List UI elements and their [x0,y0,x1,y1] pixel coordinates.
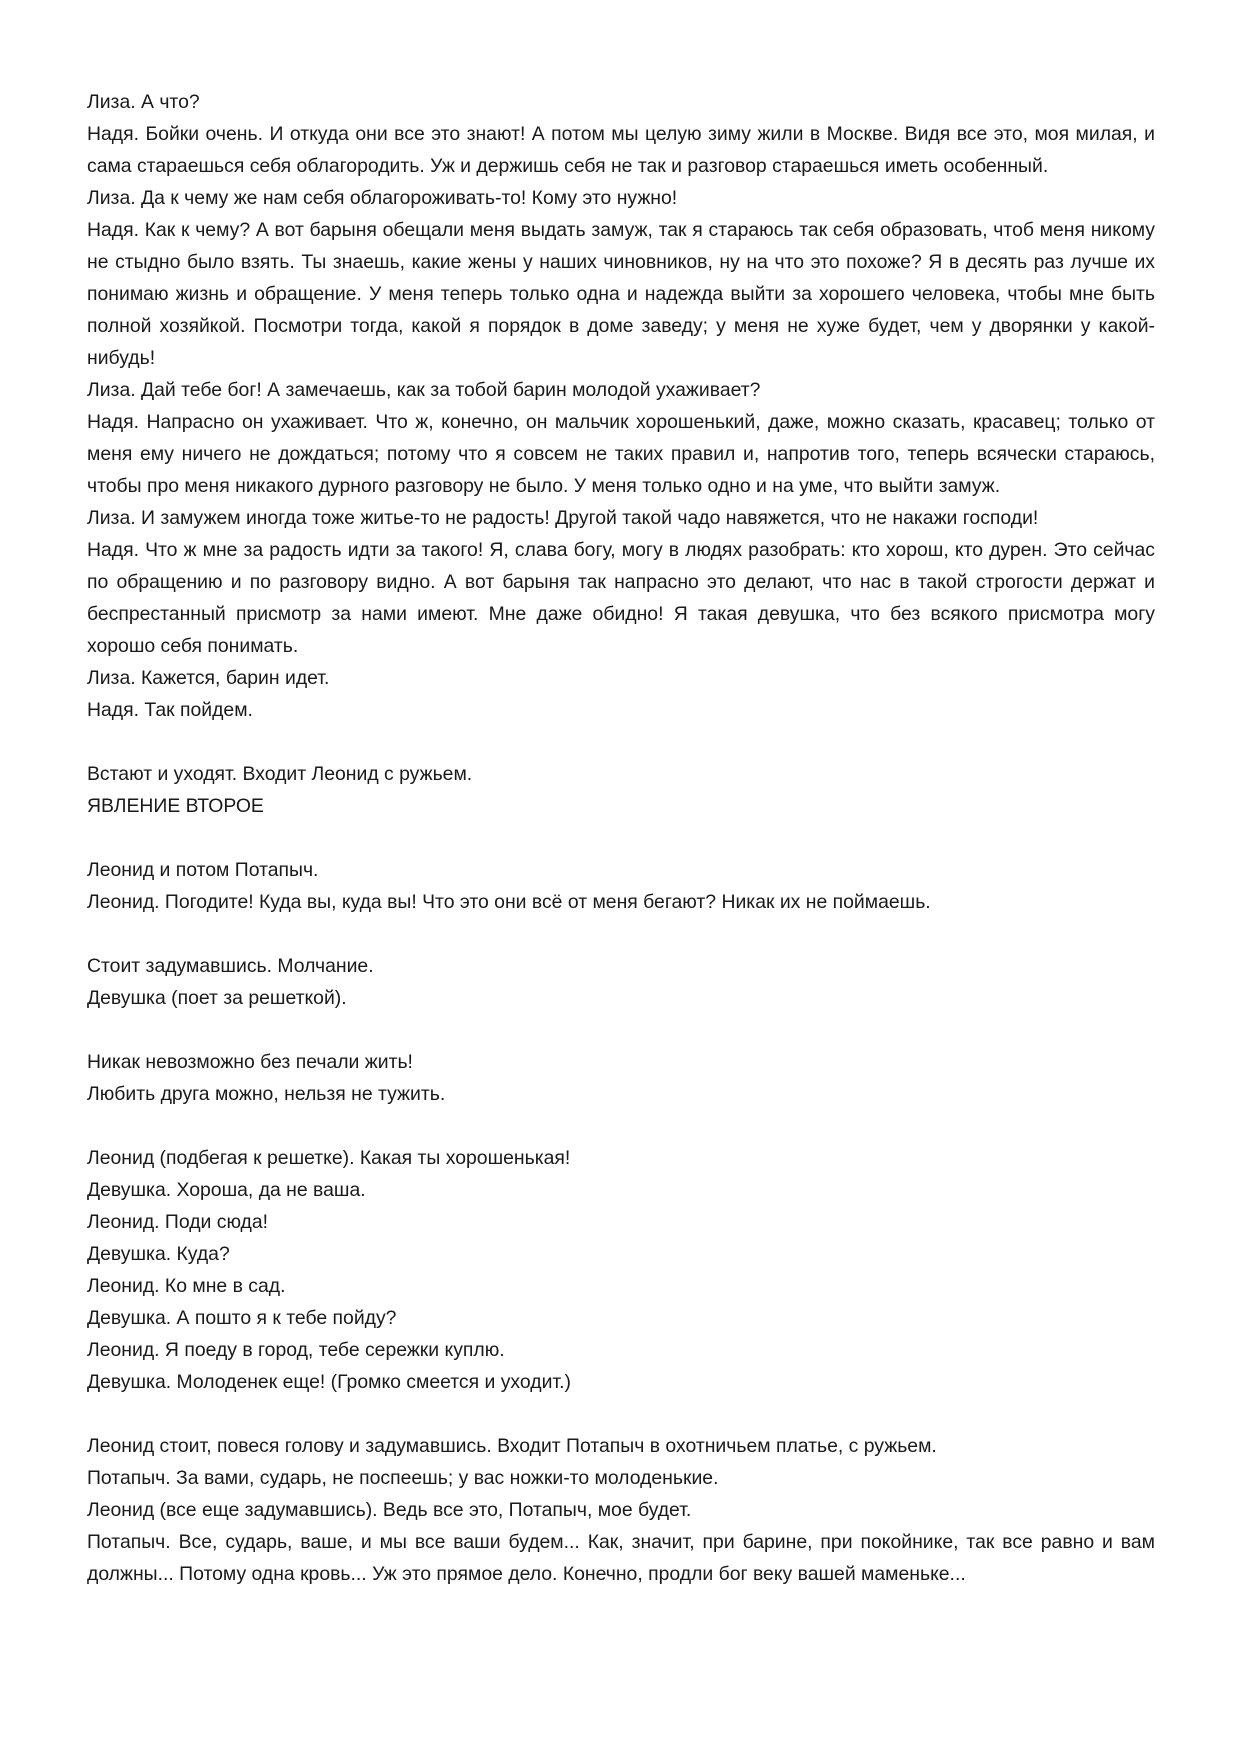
paragraph-7: Лиза. И замужем иногда тоже житье-то не радость! Другой такой чадо навяжется, что не накажи господи! [87,507,1039,529]
paragraph-3: Лиза. Да к чему же нам себя облагороживать-то! Кому это нужно! [87,187,678,209]
paragraph-8: Надя. Что ж мне за радость идти за такого! Я, слава богу, могу в людях разобрать: кто хорош, кто дурен. Это сейчас по обращению и по разговору видно. А вот барыня так напрасно это делают, что нас в такой строгости держат и беспрестанный присмотр за нами имеют. Мне даже обидно! Я такая девушка, что без всякого присмотра могу хорошо себя понимать. [87,539,1155,657]
paragraph-36: Потапыч. Все, сударь, ваше, и мы все ваши будем... Как, значит, при барине, при покойнике, так все равно и вам должны... Потому одна кровь... Уж это прямое дело. Конечно, продли бог веку вашей маменьке... [87,1531,1155,1585]
paragraph-30: Леонид. Я поеду в город, тебе сережки куплю. [87,1339,505,1361]
scene-heading: ЯВЛЕНИЕ ВТОРОЕ [87,795,264,817]
paragraph-6: Надя. Напрасно он ухаживает. Что ж, конечно, он мальчик хорошенький, даже, можно сказать, красавец; только от меня ему ничего не дождаться; потому что я совсем не таких правил и, напротив того, теперь всячески стараюсь, чтобы про меня никакого дурного разговору не было. У меня только одно и на уме, что выйти замуж. [87,411,1155,497]
paragraph-2: Надя. Бойки очень. И откуда они все это знают! А потом мы целую зиму жили в Москве. Видя все это, моя милая, и сама стараешься себя облагородить. Уж и держишь себя не так и разговор стараешься иметь особенный. [87,123,1155,177]
paragraph-9: Лиза. Кажется, барин идет. [87,667,330,689]
paragraph-16: Леонид. Погодите! Куда вы, куда вы! Что это они всё от меня бегают? Никак их не поймаешь. [87,891,931,913]
paragraph-10: Надя. Так пойдем. [87,699,253,721]
paragraph-5: Лиза. Дай тебе бог! А замечаешь, как за тобой барин молодой ухаживает? [87,379,761,401]
stage-direction: Встают и уходят. Входит Леонид с ружьем. [87,763,473,785]
paragraph-27: Девушка. Куда? [87,1243,230,1265]
blank-line [87,1398,1155,1430]
paragraph-35: Леонид (все еще задумавшись). Ведь все это, Потапыч, мое будет. [87,1499,692,1521]
blank-line [87,822,1155,854]
stage-direction: Стоит задумавшись. Молчание. [87,955,374,977]
stage-direction: Леонид и потом Потапыч. [87,859,319,881]
paragraph-25: Девушка. Хороша, да не ваша. [87,1179,366,1201]
song-line-2: Любить друга можно, нельзя не тужить. [87,1083,446,1105]
stage-direction: Леонид стоит, повеся голову и задумавшись. Входит Потапыч в охотничьем платье, с ружьем. [87,1435,937,1457]
paragraph-19: Девушка (поет за решеткой). [87,987,347,1009]
paragraph-34: Потапыч. За вами, сударь, не поспеешь; у вас ножки-то молоденькие. [87,1467,719,1489]
paragraph-1: Лиза. А что? [87,91,200,113]
document-page [87,86,1155,1590]
paragraph-31: Девушка. Молоденек еще! (Громко смеется и уходит.) [87,1371,571,1393]
paragraph-29: Девушка. А пошто я к тебе пойду? [87,1307,397,1329]
blank-line [87,918,1155,950]
blank-line [87,726,1155,758]
paragraph-4: Надя. Как к чему? А вот барыня обещали меня выдать замуж, так я стараюсь так себя образовать, чтоб меня никому не стыдно было взять. Ты знаешь, какие жены у наших чиновников, ну на что это похоже? Я в десять раз лучше их понимаю жизнь и обращение. У меня теперь только одна и надежда выйти за хорошего человека, чтобы мне быть полной хозяйкой. Посмотри тогда, какой я порядок в доме заведу; у меня не хуже будет, чем у дворянки у какой-нибудь! [87,219,1155,369]
paragraph-24: Леонид (подбегая к решетке). Какая ты хорошенькая! [87,1147,571,1169]
paragraph-28: Леонид. Ко мне в сад. [87,1275,286,1297]
blank-line [87,1014,1155,1046]
blank-line [87,1110,1155,1142]
song-line-1: Никак невозможно без печали жить! [87,1051,413,1073]
paragraph-26: Леонид. Поди сюда! [87,1211,269,1233]
